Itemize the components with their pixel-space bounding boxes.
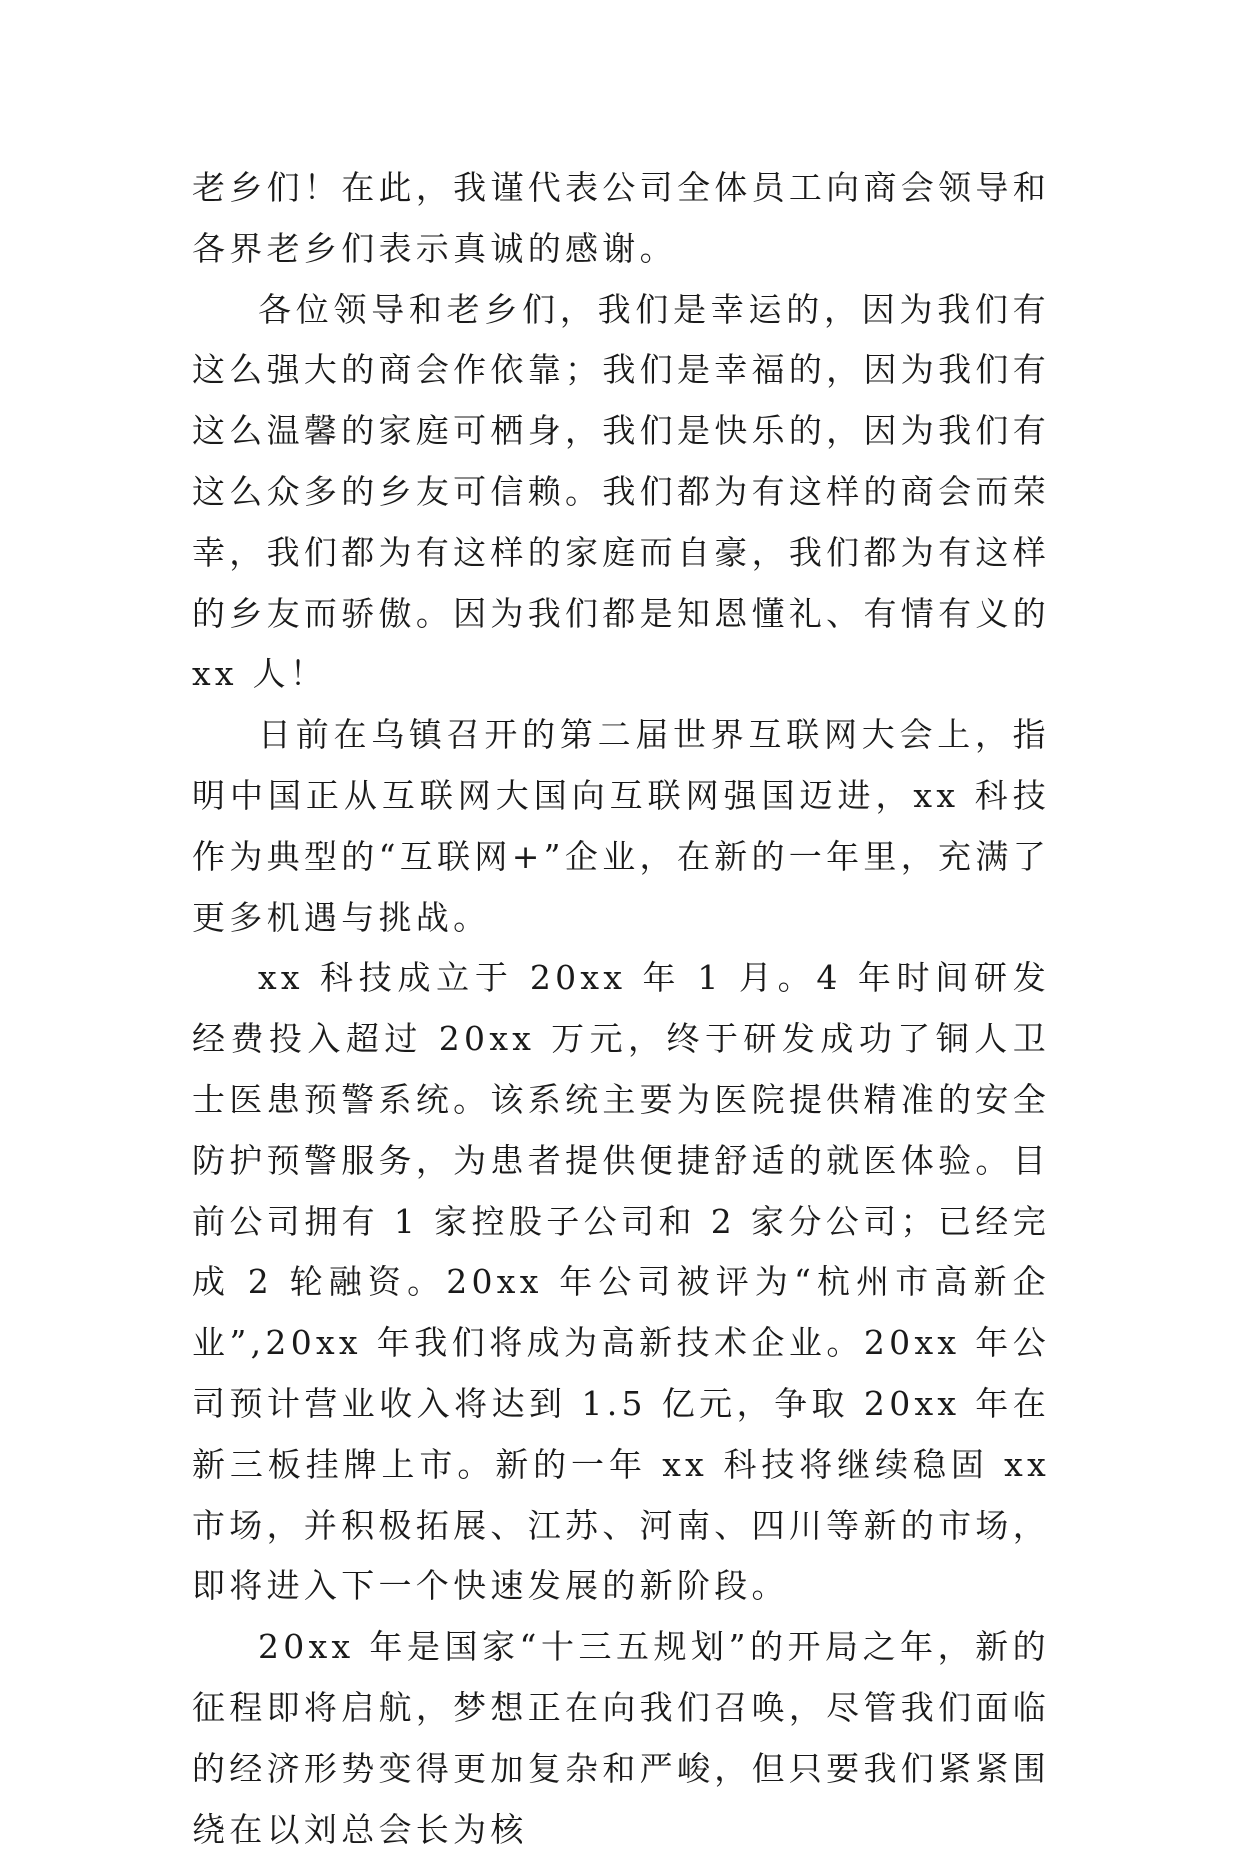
paragraph-3: 日前在乌镇召开的第二届世界互联网大会上，指明中国正从互联网大国向互联网强国迈进，xx 科技作为典型的“互联网+”企业，在新的一年里，充满了更多机遇与挑战。: [192, 715, 1050, 937]
document-body: [192, 158, 1050, 1860]
paragraph-4: xx 科技成立于 20xx 年 1 月。4 年时间研发经费投入超过 20xx 万元，终于研发成功了铜人卫士医患预警系统。该系统主要为医院提供精准的安全防护预警服务，为患者提供便捷舒适的就医体验。目前公司拥有 1 家控股子公司和 2 家分公司；已经完成 2 轮融资。20xx 年公司被评为“杭州市高新企业”,20xx 年我们将成为高新技术企业。20xx 年公司预计营业收入将达到 1.5 亿元，争取 20xx 年在新三板挂牌上市。新的一年 xx 科技将继续稳固 xx 市场，并积极拓展、江苏、河南、四川等新的市场，即将进入下一个快速发展的新阶段。: [192, 958, 1050, 1606]
paragraph-1: 老乡们！在此，我谨代表公司全体员工向商会领导和各界老乡们表示真诚的感谢。: [192, 168, 1050, 268]
paragraph-2: 各位领导和老乡们，我们是幸运的，因为我们有这么强大的商会作依靠；我们是幸福的，因为我们有这么温馨的家庭可栖身，我们是快乐的，因为我们有这么众多的乡友可信赖。我们都为有这样的商会而荣幸，我们都为有这样的家庭而自豪，我们都为有这样的乡友而骄傲。因为我们都是知恩懂礼、有情有义的 xx 人！: [192, 289, 1050, 694]
paragraph-5: 20xx 年是国家“十三五规划”的开局之年，新的征程即将启航，梦想正在向我们召唤，尽管我们面临的经济形势变得更加复杂和严峻，但只要我们紧紧围绕在以刘总会长为核: [192, 1627, 1050, 1849]
